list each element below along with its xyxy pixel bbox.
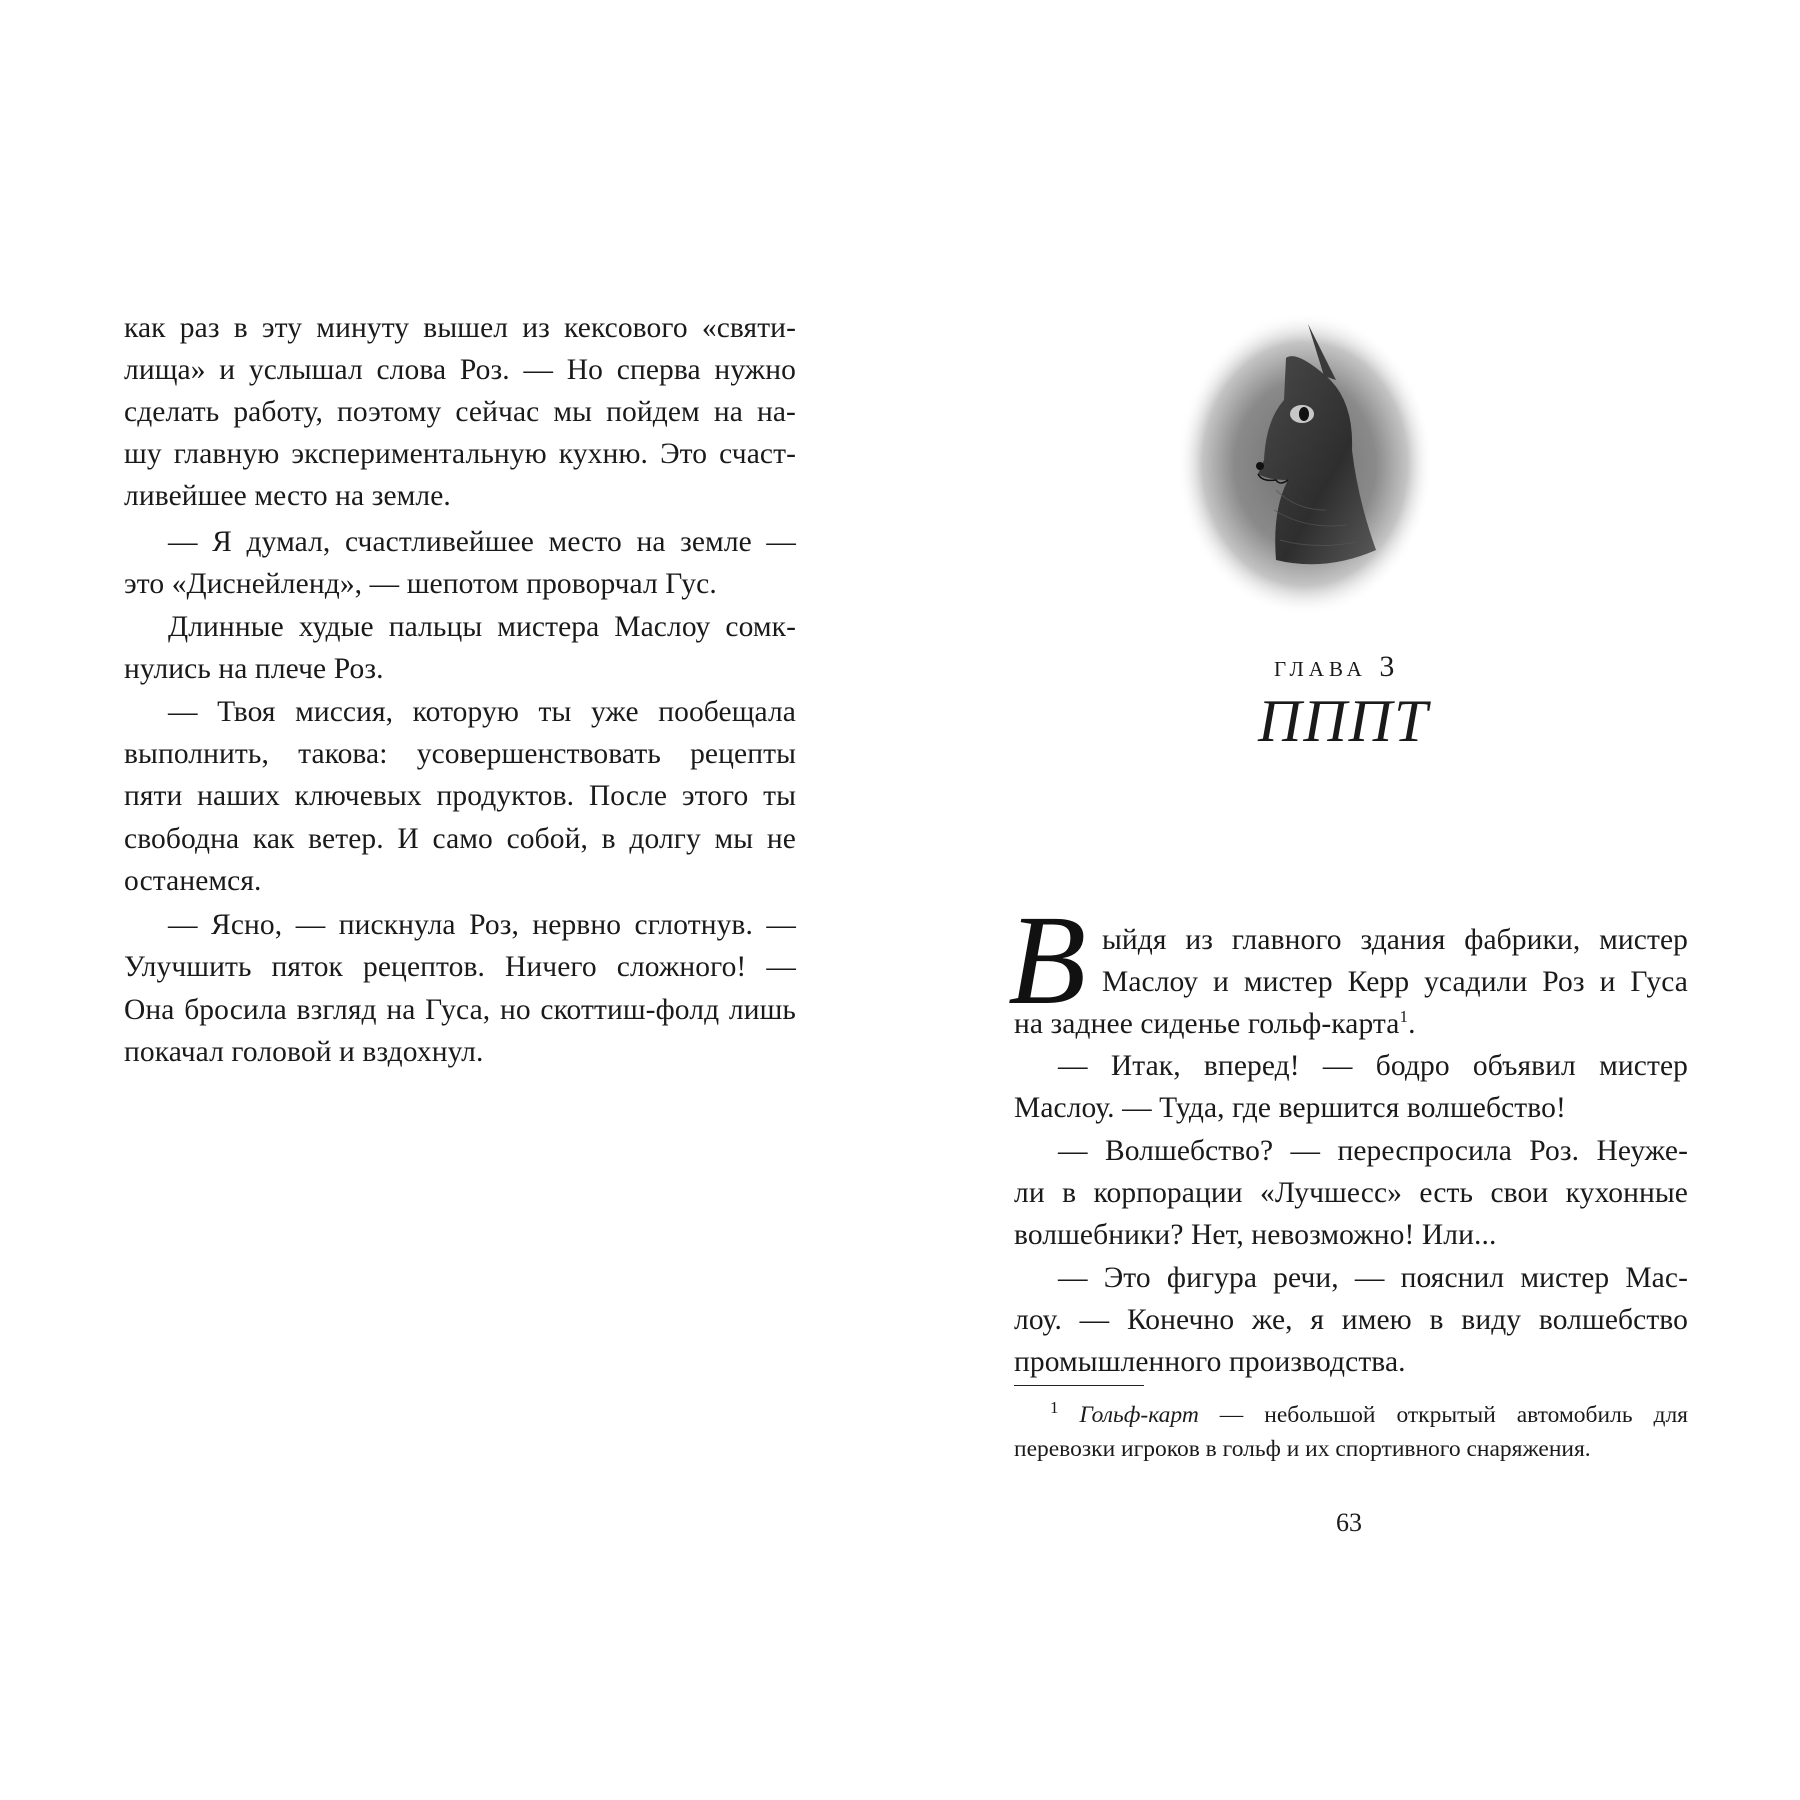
- text-line: как раз в эту минуту вышел из кексового «святи-: [124, 312, 796, 344]
- footnote-text: — небольшой открытый автомобиль для: [1198, 1402, 1688, 1428]
- text-line: лища» и услышал слова Роз. — Но сперва нужно: [124, 354, 796, 386]
- text-line: нулись на плече Роз.: [124, 653, 384, 685]
- text-line-content: на заднее сиденье гольф-карта: [1014, 1008, 1400, 1040]
- text-line: Она бросила взгляд на Гуса, но скоттиш-фолд лишь: [124, 994, 796, 1026]
- text-line: Маслоу и мистер Керр усадили Роз и Гуса: [1102, 966, 1688, 998]
- footnote-term: Гольф-карт: [1079, 1402, 1199, 1428]
- text-line: свободна как ветер. И само собой, в долгу мы не: [124, 823, 796, 855]
- text-line: пяти наших ключевых продуктов. После этого ты: [124, 780, 796, 812]
- text-line: лоу. — Конечно же, я имею в виду волшебство: [1014, 1304, 1688, 1336]
- text-line: Улучшить пяток рецептов. Ничего сложного! —: [124, 951, 796, 983]
- text-line: Маслоу. — Туда, где вершится волшебство!: [1014, 1092, 1566, 1124]
- text-line: — Итак, вперед! — бодро объявил мистер: [1058, 1050, 1688, 1082]
- footnote-marker: 1: [1050, 1398, 1059, 1418]
- chapter-label: глава 3: [1274, 650, 1400, 683]
- text-line: Длинные худые пальцы мистера Маслоу сомк-: [168, 611, 796, 643]
- cat-nose: [1256, 462, 1264, 470]
- text-line: промышленного производства.: [1014, 1346, 1406, 1378]
- text-line: сделать работу, поэтому сейчас мы пойдем на на-: [124, 396, 796, 428]
- text-line: [1014, 1004, 1688, 1044]
- text-line: покачал головой и вздохнул.: [124, 1036, 484, 1068]
- text-line: шу главную экспериментальную кухню. Это счаст-: [124, 438, 796, 470]
- footnote-rule: [1014, 1385, 1144, 1386]
- footnote-ref[interactable]: 1: [1399, 1007, 1409, 1027]
- text-line: волшебники? Нет, невозможно! Или...: [1014, 1219, 1497, 1251]
- text-line: — Ясно, — пискнула Роз, нервно сглотнув. —: [168, 909, 796, 941]
- text-line: ыйдя из главного здания фабрики, мистер: [1102, 924, 1688, 956]
- footnote-line-1: [1050, 1398, 1688, 1432]
- page-number: 63: [1336, 1508, 1362, 1537]
- text-line: — Волшебство? — переспросила Роз. Неуже-: [1058, 1135, 1688, 1167]
- text-line: — Я думал, счастливейшее место на земле —: [168, 526, 796, 558]
- footnote-line-2: перевозки игроков в гольф и их спортивного снаряжения.: [1014, 1436, 1591, 1462]
- cat-pupil: [1299, 407, 1309, 421]
- text-line: ли в корпорации «Лучшесс» есть свои кухонные: [1014, 1177, 1688, 1209]
- text-line: это «Диснейленд», — шепотом проворчал Гус.: [124, 568, 717, 600]
- cat-portrait-illustration: [1176, 310, 1434, 618]
- line-end-punct: .: [1408, 1008, 1416, 1040]
- text-line: выполнить, такова: усовершенствовать рецепты: [124, 738, 796, 770]
- text-line: останемся.: [124, 865, 262, 897]
- text-line: ливейшее место на земле.: [124, 480, 451, 512]
- drop-cap: В: [1008, 889, 1087, 1031]
- text-line: — Твоя миссия, которую ты уже пообещала: [168, 696, 796, 728]
- chapter-title: ПППТ: [1258, 688, 1430, 754]
- text-line: — Это фигура речи, — пояснил мистер Мас-: [1058, 1262, 1688, 1294]
